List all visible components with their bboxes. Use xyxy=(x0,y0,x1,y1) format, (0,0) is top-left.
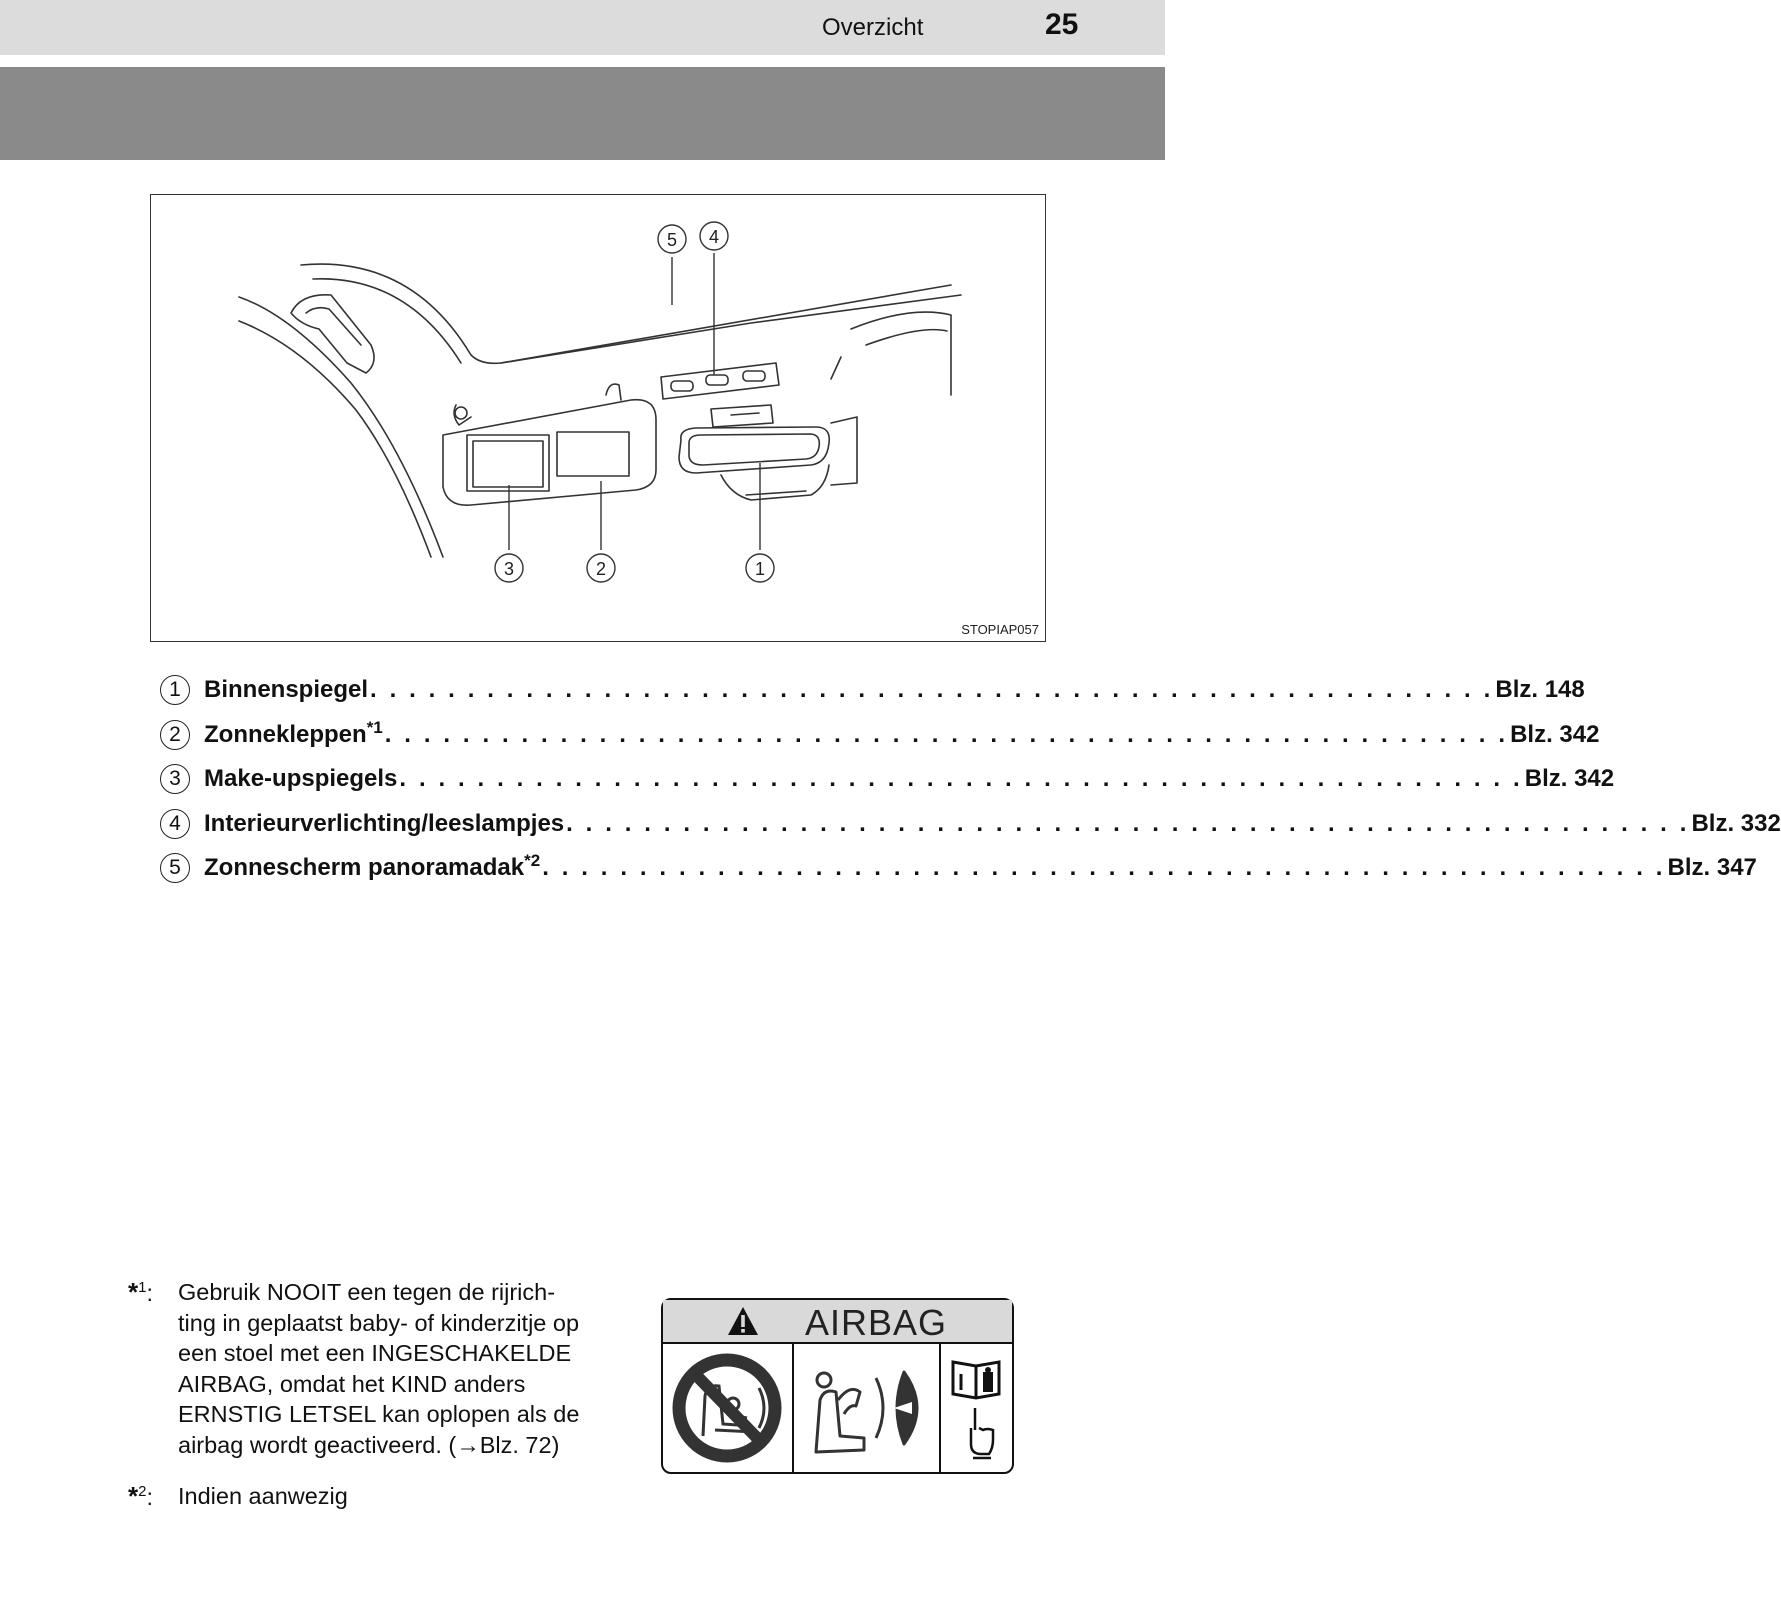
item-number: 5 xyxy=(160,853,190,883)
leader-dots: . . . . . . . . . . . . . . . . . . . . . . . . . . . . . . . . . . . . . . . . . . . . . . . . . . . . . . . . . . xyxy=(399,765,1523,793)
leader-dots: . . . . . . . . . . . . . . . . . . . . . . . . . . . . . . . . . . . . . . . . . . . . . . . . . . . . . . . . . . xyxy=(370,676,1494,704)
item-label: Binnenspiegel xyxy=(204,676,369,704)
list-item xyxy=(160,802,1781,847)
airbag-deploy-icon xyxy=(794,1344,941,1472)
list-item xyxy=(160,713,1600,758)
callout-1-label: 1 xyxy=(754,559,766,579)
item-label: Make-upspiegels xyxy=(204,765,398,793)
figure-code: STOPIAP057 xyxy=(961,622,1039,637)
pointing-hand-icon xyxy=(971,1408,993,1458)
manual-reference-cell xyxy=(941,1344,1012,1472)
leader-dots: . . . . . . . . . . . . . . . . . . . . . . . . . . . . . . . . . . . . . . . . . . . . . . . . . . . . . . . . . . xyxy=(542,854,1666,882)
footnote-1 xyxy=(128,1277,628,1467)
callout-4-label: 4 xyxy=(708,227,720,247)
footnote-marker: *$^2$: xyxy=(128,1481,153,1511)
page-number: 25 xyxy=(1045,8,1079,41)
section-title: Overzicht xyxy=(822,14,924,41)
manual-book-icon xyxy=(941,1344,1012,1472)
item-page-ref[interactable]: Blz. 342 xyxy=(1524,765,1615,793)
callout-5-label: 5 xyxy=(666,230,678,250)
footnote-2 xyxy=(128,1481,528,1513)
list-item xyxy=(160,668,1585,713)
item-page-ref[interactable]: Blz. 347 xyxy=(1667,854,1757,882)
item-number: 2 xyxy=(160,720,190,750)
footnote-text: Indien aanwezig xyxy=(178,1483,348,1509)
interior-illustration xyxy=(150,194,1046,642)
airbag-warning-label xyxy=(661,1298,1014,1474)
list-item xyxy=(160,757,1615,802)
list-item xyxy=(160,846,1757,891)
item-label: Zonnescherm panoramadak$^{*2}$ xyxy=(204,851,541,882)
page-header-bar xyxy=(0,0,1165,55)
callout-2-label: 2 xyxy=(595,559,607,579)
item-number: 4 xyxy=(160,809,190,839)
no-rear-facing-child-seat-icon xyxy=(663,1344,794,1472)
roof-console-drawing xyxy=(151,195,1044,640)
item-number: 1 xyxy=(160,675,190,705)
airbag-label-title: AIRBAG xyxy=(805,1302,948,1343)
component-list xyxy=(160,668,1781,891)
item-label: Interieurverlichting/leeslampjes xyxy=(204,809,565,837)
leader-dots: . . . . . . . . . . . . . . . . . . . . . . . . . . . . . . . . . . . . . . . . . . . . . . . . . . . . . . . . . . xyxy=(384,720,1509,748)
footnote-text: Gebruik NOOIT een tegen de rijrich- ting in geplaatst baby- of kinderzitje op een stoel met een INGESCHAKELDE AIRBAG, omdat het KIND anders ERNSTIG LETSEL kan oplopen als de airbag wordt geactiveerd. (→Blz. 72) xyxy=(178,1279,580,1458)
item-page-ref[interactable]: Blz. 332 xyxy=(1691,809,1781,837)
airbag-label-header xyxy=(663,1300,1012,1344)
item-page-ref[interactable]: Blz. 148 xyxy=(1495,676,1585,704)
footnote-marker: *$^1$: xyxy=(128,1277,153,1307)
warning-triangle-icon xyxy=(726,1305,760,1337)
no-child-seat-cell xyxy=(663,1344,794,1472)
callout-3-label: 3 xyxy=(503,559,515,579)
item-page-ref[interactable]: Blz. 342 xyxy=(1510,720,1600,748)
leader-dots: . . . . . . . . . . . . . . . . . . . . . . . . . . . . . . . . . . . . . . . . . . . . . . . . . . . . . . . . . . xyxy=(566,809,1690,837)
airbag-deploy-cell xyxy=(794,1344,941,1472)
item-number: 3 xyxy=(160,764,190,794)
chapter-band xyxy=(0,67,1165,160)
item-label: Zonnekleppen$^{*1}$ xyxy=(204,717,383,748)
